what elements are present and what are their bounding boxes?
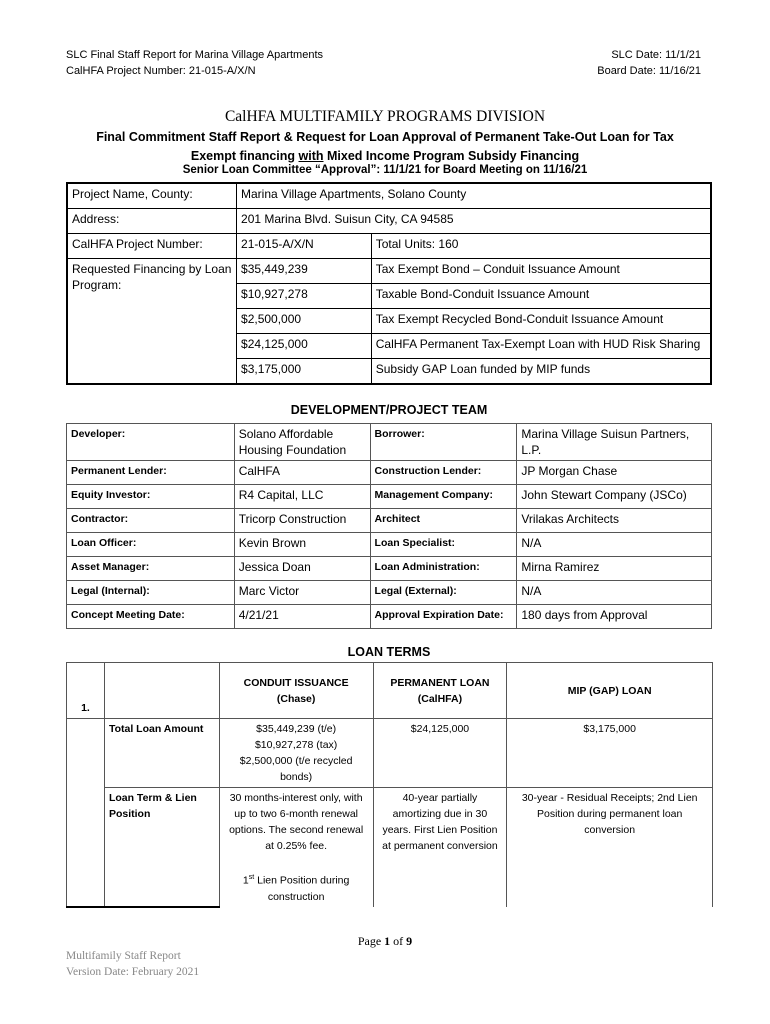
report-header-left	[66, 47, 323, 79]
header-slc-date: SLC Date: 11/1/21	[611, 49, 701, 61]
team-value: Kevin Brown	[234, 533, 370, 557]
total-permanent-amount: $24,125,000	[373, 719, 507, 788]
conduit-lien-position	[224, 870, 369, 905]
col-conduit-issuance: CONDUIT ISSUANCE (Chase)	[219, 663, 373, 719]
financing-desc: Taxable Bond-Conduit Issuance Amount	[371, 284, 711, 309]
team-heading: DEVELOPMENT/PROJECT TEAM	[290, 403, 488, 417]
project-number-label: CalHFA Project Number:	[67, 234, 237, 259]
report-title-line2-post: Mixed Income Program Subsidy Financing	[323, 149, 580, 163]
team-label: Architect	[370, 509, 517, 533]
team-label: Permanent Lender:	[67, 461, 235, 485]
lien-ordinal: 1	[242, 874, 249, 887]
total-units: Total Units: 160	[371, 234, 711, 259]
loan-terms-heading: LOAN TERMS	[347, 645, 431, 659]
team-row	[67, 461, 712, 485]
team-value: Vrilakas Architects	[517, 509, 712, 533]
total-loan-amount-label: Total Loan Amount	[104, 719, 219, 788]
address-value: 201 Marina Blvd. Suisun City, CA 94585	[237, 209, 711, 234]
team-value: N/A	[517, 533, 712, 557]
conduit-term	[219, 788, 373, 907]
permanent-term: 40-year partially amortizing due in 30 years. First Lien Position at permanent conversion	[373, 788, 507, 907]
team-label: Legal (External):	[370, 581, 517, 605]
project-number-value: 21-015-A/X/N	[237, 234, 372, 259]
team-value: Mirna Ramirez	[517, 557, 712, 581]
financing-desc: Tax Exempt Bond – Conduit Issuance Amount	[371, 259, 711, 284]
team-value: CalHFA	[234, 461, 370, 485]
footer-version	[66, 948, 199, 980]
project-summary-table	[66, 182, 712, 385]
report-title-underline: with	[298, 149, 324, 163]
division-title: CalHFA MULTIFAMILY PROGRAMS DIVISION	[224, 108, 546, 125]
team-row	[67, 533, 712, 557]
team-label: Management Company:	[370, 485, 517, 509]
col-permanent-loan: PERMANENT LOAN (CalHFA)	[373, 663, 507, 719]
project-number-row	[67, 234, 711, 259]
project-name-value: Marina Village Apartments, Solano County	[237, 183, 711, 209]
team-row	[67, 605, 712, 629]
team-label: Loan Administration:	[370, 557, 517, 581]
loan-term-lien-row	[67, 788, 713, 907]
page-of: of	[390, 934, 407, 948]
page-number	[0, 934, 770, 949]
team-value: John Stewart Company (JSCo)	[517, 485, 712, 509]
mip-term: 30-year - Residual Receipts; 2nd Lien Position during permanent loan conversion	[507, 788, 713, 907]
team-value: R4 Capital, LLC	[234, 485, 370, 509]
conduit-term-text: 30 months-interest only, with up to two 6-month renewal options. The second renewal at 0.25% fee.	[229, 792, 364, 852]
team-label: Contractor:	[67, 509, 235, 533]
financing-amount: $35,449,239	[237, 259, 372, 284]
project-name-row	[67, 183, 711, 209]
address-label: Address:	[67, 209, 237, 234]
total-mip-amount: $3,175,000	[507, 719, 713, 788]
loan-terms-table	[66, 662, 713, 908]
conduit-amount-recycled: $2,500,000 (t/e recycled bonds)	[239, 755, 353, 783]
lien-position-text: Lien Position during construction	[254, 874, 350, 903]
page-current: 1	[384, 934, 391, 948]
team-value: Tricorp Construction	[234, 509, 370, 533]
lien-ordinal-suffix: st	[248, 874, 255, 881]
total-conduit-amount	[219, 719, 373, 788]
financing-amount: $10,927,278	[237, 284, 372, 309]
team-value: Marina Village Suisun Partners, L.P.	[517, 424, 712, 461]
team-label: Concept Meeting Date:	[67, 605, 235, 629]
total-loan-amount-row	[67, 719, 713, 788]
loan-terms-corner	[104, 663, 219, 719]
team-label: Equity Investor:	[67, 485, 235, 509]
team-label: Loan Specialist:	[370, 533, 517, 557]
financing-amount: $24,125,000	[237, 334, 372, 359]
financing-desc: Tax Exempt Recycled Bond-Conduit Issuance Amount	[371, 309, 711, 334]
team-label: Developer:	[67, 424, 235, 461]
report-title-line2-pre: Exempt financing	[190, 149, 299, 163]
footer-report-name: Multifamily Staff Report	[66, 950, 181, 962]
team-label: Construction Lender:	[370, 461, 517, 485]
financing-desc: CalHFA Permanent Tax-Exempt Loan with HUD Risk Sharing	[371, 334, 711, 359]
team-value: 4/21/21	[234, 605, 370, 629]
team-label: Asset Manager:	[67, 557, 235, 581]
financing-row	[67, 259, 711, 284]
loan-terms-header-row	[67, 663, 713, 719]
team-value: JP Morgan Chase	[517, 461, 712, 485]
team-label: Borrower:	[370, 424, 517, 461]
loan-term-lien-label: Loan Term & Lien Position	[104, 788, 219, 907]
project-name-label: Project Name, County:	[67, 183, 237, 209]
address-row	[67, 209, 711, 234]
financing-amount: $3,175,000	[237, 359, 372, 385]
financing-amount: $2,500,000	[237, 309, 372, 334]
footer-version-date: Version Date: February 2021	[66, 966, 200, 978]
col-mip-gap-loan: MIP (GAP) LOAN	[507, 663, 713, 719]
financing-desc: Subsidy GAP Loan funded by MIP funds	[371, 359, 711, 385]
header-board-date: Board Date: 11/16/21	[597, 65, 701, 77]
team-label: Legal (Internal):	[67, 581, 235, 605]
header-report-name: SLC Final Staff Report for Marina Village Apartments	[66, 49, 323, 61]
team-row	[67, 581, 712, 605]
committee-approval-line: Senior Loan Committee “Approval”: 11/1/21 for Board Meeting on 11/16/21	[182, 164, 588, 176]
conduit-amount-tax: $10,927,278 (tax)	[254, 739, 338, 751]
team-value: 180 days from Approval	[517, 605, 712, 629]
team-value: Jessica Doan	[234, 557, 370, 581]
header-project-number: CalHFA Project Number: 21-015-A/X/N	[66, 65, 256, 77]
report-title-line1: Final Commitment Staff Report & Request for Loan Approval of Permanent Take-Out Loan for Tax	[96, 130, 674, 144]
page-prefix: Page	[357, 934, 385, 948]
team-label: Approval Expiration Date:	[370, 605, 517, 629]
team-row	[67, 424, 712, 461]
loan-row-spacer	[67, 719, 105, 907]
team-row	[67, 485, 712, 509]
page-total: 9	[406, 934, 413, 948]
team-row	[67, 509, 712, 533]
loan-row-number: 1.	[67, 663, 105, 719]
team-value: Solano Affordable Housing Foundation	[234, 424, 370, 461]
team-value: N/A	[517, 581, 712, 605]
financing-label: Requested Financing by Loan Program:	[67, 259, 237, 385]
team-row	[67, 557, 712, 581]
team-value: Marc Victor	[234, 581, 370, 605]
team-label: Loan Officer:	[67, 533, 235, 557]
report-title	[40, 128, 730, 166]
project-team-table	[66, 423, 712, 629]
conduit-amount-te: $35,449,239 (t/e)	[256, 723, 337, 735]
report-header-right	[597, 47, 701, 79]
